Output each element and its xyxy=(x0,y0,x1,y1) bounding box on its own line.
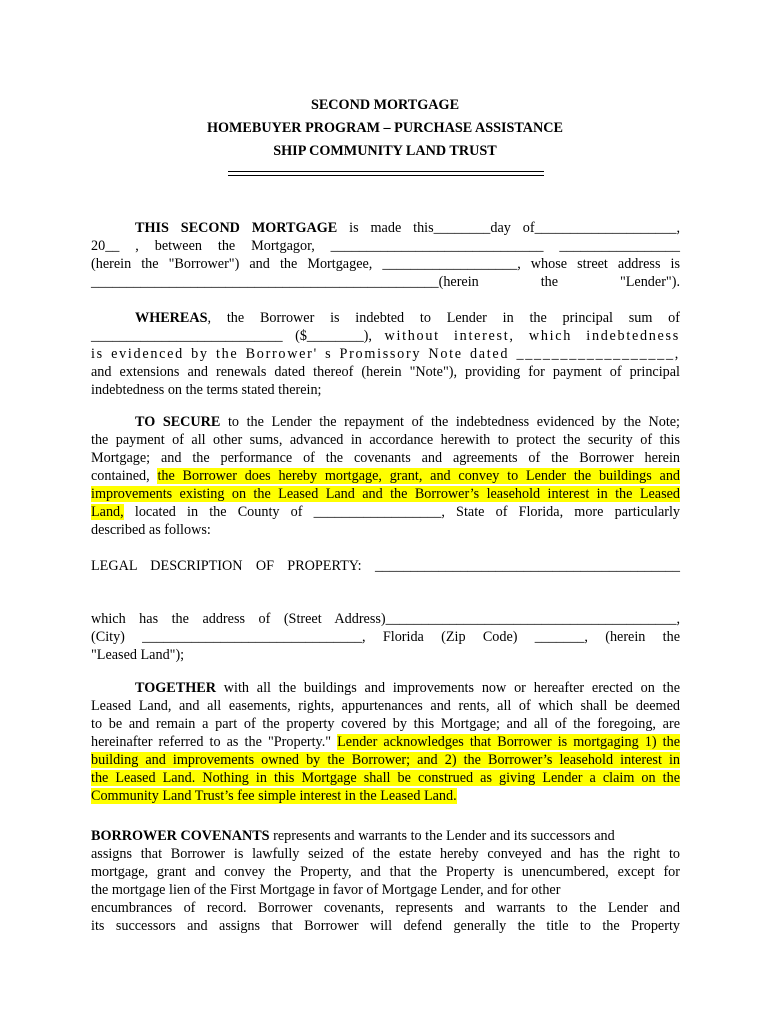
p5-line4: the mortgage lien of the First Mortgage in favor of Mortgage Lender, and for other xyxy=(91,882,561,898)
highlight-conveyance: the Borrower does hereby mortgage, grant, and convey to Lender the buildings and xyxy=(157,468,681,484)
p3-line1 xyxy=(91,413,680,431)
p2-l2b: without interest, which indebtedness xyxy=(384,328,680,344)
p2-line4: and extensions and renewals dated thereof (herein "Note"), providing for payment of principal xyxy=(91,364,680,380)
p3-l1-text: to the Lender the repayment of the indebtedness evidenced by the Note; xyxy=(227,414,681,430)
p1-l1-text: is made this________day of____________________, xyxy=(349,220,681,236)
p5-line2: assigns that Borrower is lawfully seized of the estate hereby conveyed and has the right to xyxy=(91,846,680,862)
highlight-land: Land, xyxy=(91,504,124,520)
p2-bold: WHEREAS xyxy=(135,310,208,326)
property-address xyxy=(91,610,680,664)
highlight-buildings: building and improvements owned by the Borrower; and 2) the Borrower’s leasehold interest in xyxy=(91,752,680,768)
title-second-mortgage: SECOND MORTGAGE xyxy=(310,97,460,113)
p3-bold: TO SECURE xyxy=(135,414,221,430)
p2-l2a: ___________________________ ($________), xyxy=(91,328,372,344)
paragraph-whereas xyxy=(91,309,680,399)
p4-line2: Leased Land, and all easements, rights, appurtenances and rents, all of which shall be deemed xyxy=(91,698,680,714)
p1-line3: (herein the "Borrower") and the Mortgagee, ___________________, whose street address is xyxy=(91,256,680,272)
p1-line2: 20__ , between the Mortgagor, ______________________________ _________________ xyxy=(91,238,680,254)
highlight-fee-simple: Community Land Trust’s fee simple interest in the Leased Land. xyxy=(91,788,457,804)
paragraph-parties xyxy=(91,219,680,291)
p2-line3: is evidenced by the Borrower' s Promissory Note dated __________________, xyxy=(91,346,680,362)
paragraph-to-secure xyxy=(91,413,680,539)
address-line1: which has the address of (Street Address)_________________________________________, xyxy=(91,611,680,627)
p1-bold: THIS SECOND MORTGAGE xyxy=(135,220,338,236)
p2-line1 xyxy=(91,309,680,327)
legal-description-label: LEGAL DESCRIPTION OF PROPERTY: ___________________________________________ xyxy=(91,558,680,574)
p4-l4-plain: hereinafter referred to as the "Property." xyxy=(91,734,332,750)
p5-l1-text: represents and warrants to the Lender and its successors and xyxy=(273,828,615,844)
p3-line4 xyxy=(91,467,680,485)
p3-line3: Mortgage; and the performance of the covenants and agreements of the Borrower herein xyxy=(91,450,680,466)
highlight-leasehold: improvements existing on the Leased Land and the Borrower’s leasehold interest in the Leased xyxy=(91,486,680,502)
p2-line5: indebtedness on the terms stated therein; xyxy=(91,382,322,398)
p3-line6 xyxy=(91,503,680,521)
p3-l4-plain: contained, xyxy=(91,468,150,484)
p1-line4: _________________________________________________(herein the "Lender"). xyxy=(91,274,680,290)
p3-l6-text: located in the County of __________________, State of Florida, more particularly xyxy=(134,504,680,520)
title-homebuyer-program: HOMEBUYER PROGRAM – PURCHASE ASSISTANCE xyxy=(206,120,564,136)
title-ship-clt: SHIP COMMUNITY LAND TRUST xyxy=(273,143,497,159)
p4-line5 xyxy=(91,751,680,769)
p5-line6: its successors and assigns that Borrower will defend generally the title to the Property xyxy=(91,918,680,934)
p4-line3: to be and remain a part of the property covered by this Mortgage; and all of the foregoing, are xyxy=(91,716,680,732)
p4-line4 xyxy=(91,733,680,751)
p2-l1-text: , the Borrower is indebted to Lender in the principal sum of xyxy=(207,310,680,326)
p4-line6 xyxy=(91,769,680,787)
highlight-no-claim: the Leased Land. Nothing in this Mortgage shall be construed as giving Lender a claim on the xyxy=(91,770,680,786)
address-line3: "Leased Land"); xyxy=(91,647,185,663)
p5-line5: encumbrances of record. Borrower covenants, represents and warrants to the Lender and xyxy=(91,900,680,916)
legal-description xyxy=(91,557,680,575)
p5-line3: mortgage, grant and convey the Property, and that the Property is unencumbered, except for xyxy=(91,864,680,880)
p1-line1 xyxy=(91,219,680,237)
p5-bold: BORROWER COVENANTS xyxy=(91,828,270,844)
highlight-acknowledges: Lender acknowledges that Borrower is mortgaging 1) the xyxy=(337,734,680,750)
p4-line7 xyxy=(91,787,680,805)
document-header xyxy=(0,94,770,163)
address-line2: (City) _______________________________, Florida (Zip Code) _______, (herein the xyxy=(91,629,680,645)
p3-line5 xyxy=(91,485,680,503)
p5-line1 xyxy=(91,827,680,845)
p4-line1 xyxy=(91,679,680,697)
p4-l1-text: with all the buildings and improvements now or hereafter erected on the xyxy=(223,680,680,696)
header-double-rule xyxy=(228,171,544,176)
p2-line2 xyxy=(91,327,680,345)
p3-line2: the payment of all other sums, advanced in accordance herewith to protect the security of this xyxy=(91,432,680,448)
p3-line7: described as follows: xyxy=(91,522,211,538)
paragraph-together xyxy=(91,679,680,805)
p4-bold: TOGETHER xyxy=(135,680,216,696)
paragraph-borrower-covenants xyxy=(91,827,680,935)
